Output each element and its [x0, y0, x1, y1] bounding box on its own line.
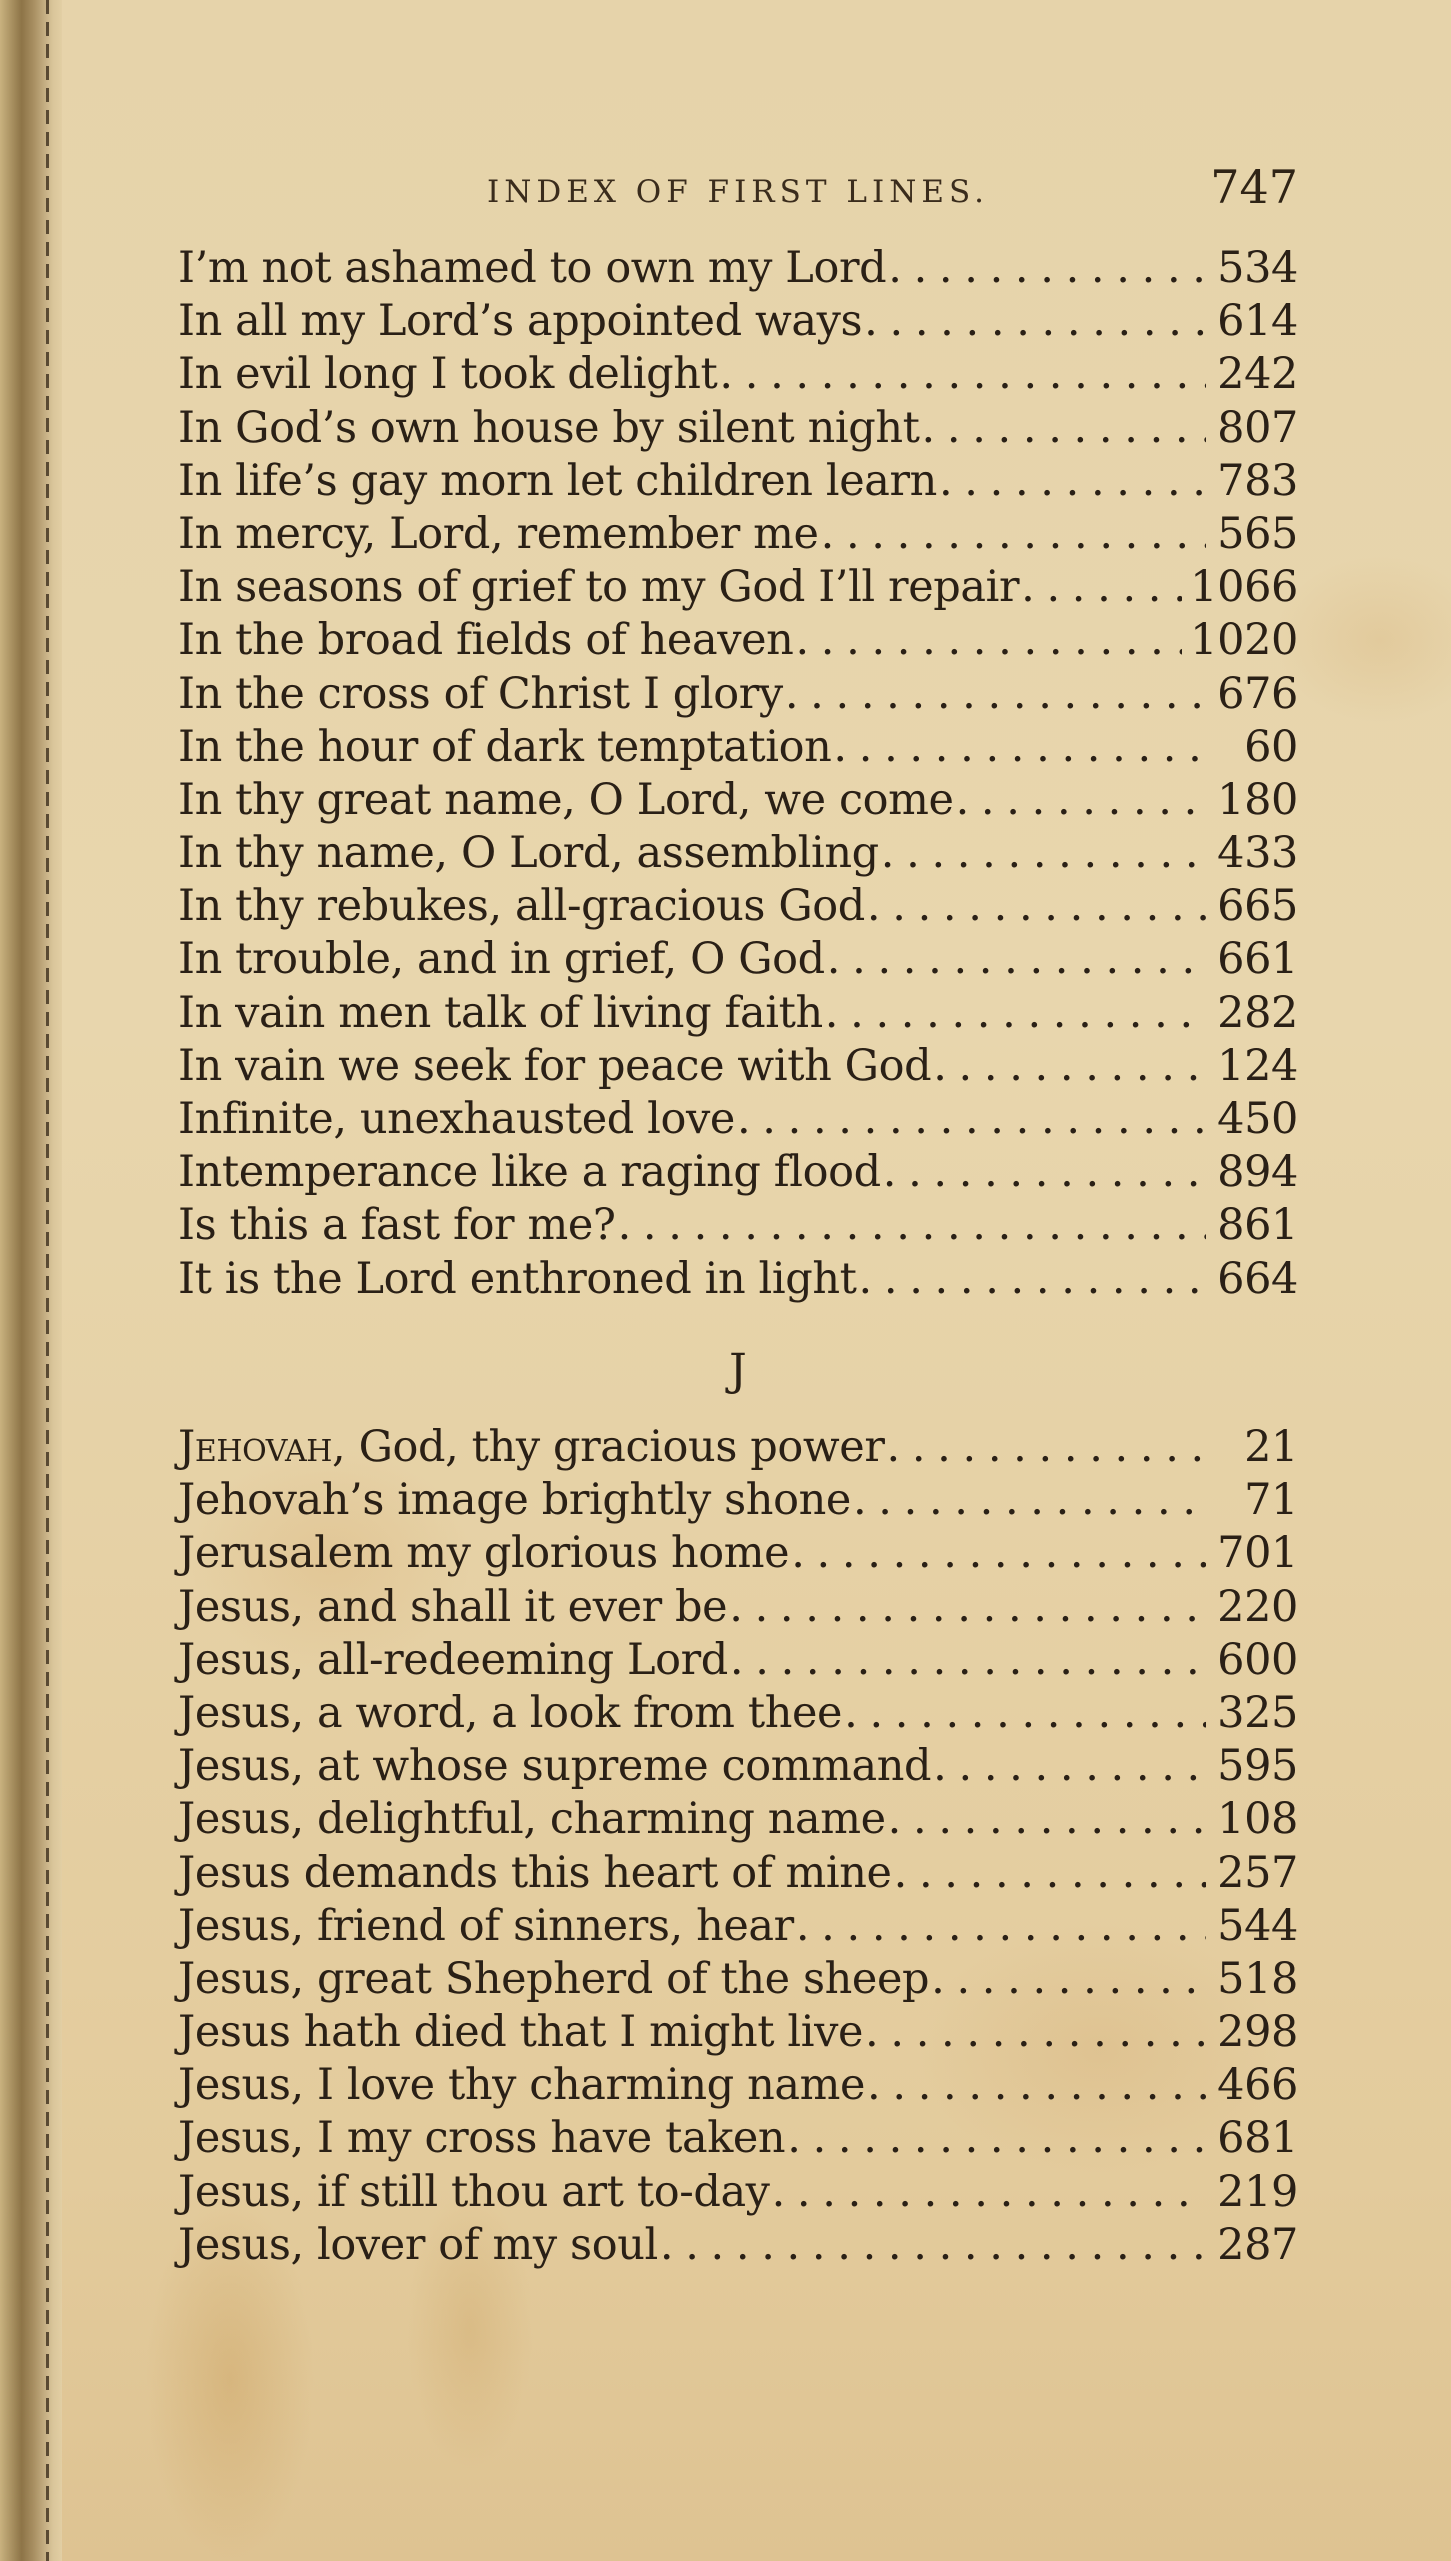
index-entry [178, 2166, 1298, 2219]
index-entry [178, 1953, 1298, 2006]
index-entry [178, 1740, 1298, 1793]
dot-leader [888, 242, 1206, 295]
dot-leader [729, 1581, 1206, 1634]
dot-leader [772, 2166, 1206, 2219]
entry-hymn-number: 534 [1217, 243, 1298, 293]
entry-first-line: In thy rebukes, all-gracious God [178, 881, 865, 932]
entry-hymn-number: 518 [1217, 1953, 1298, 2004]
entry-first-line: Jehovah’s image brightly shone [178, 1475, 851, 1526]
dot-leader [737, 1093, 1206, 1146]
entry-first-line: In vain men talk of living faith [178, 987, 823, 1038]
index-entry [178, 827, 1298, 880]
index-entry [178, 1634, 1298, 1687]
index-entry [178, 1687, 1298, 1740]
index-entry [178, 668, 1298, 721]
dot-leader [894, 1847, 1206, 1900]
dot-leader [933, 1040, 1206, 1093]
entry-small-caps-word: Jehovah [178, 1422, 333, 1472]
entry-hymn-number: 298 [1217, 2007, 1298, 2058]
index-entry [178, 880, 1298, 933]
index-entry [178, 348, 1298, 401]
entry-first-line: Is this a fast for me? [178, 1200, 616, 1251]
entry-first-line: It is the Lord enthroned in light [178, 1253, 857, 1304]
index-entry [178, 774, 1298, 827]
dot-leader [933, 1740, 1206, 1793]
entry-first-line: Jesus, all-redeeming Lord [178, 1634, 728, 1685]
entry-hymn-number: 565 [1217, 508, 1298, 559]
entry-hymn-number: 681 [1217, 2113, 1298, 2164]
index-entry [178, 1199, 1298, 1252]
entry-hymn-number: 60 [1244, 721, 1298, 772]
index-entry [178, 1093, 1298, 1146]
entry-first-line: Jesus, delightful, charming name [178, 1794, 886, 1845]
dot-leader [787, 2112, 1206, 2165]
index-entry [178, 561, 1298, 614]
entry-hymn-number: 108 [1217, 1794, 1298, 1845]
entry-hymn-number: 466 [1217, 2060, 1298, 2111]
entry-first-line: Jesus hath died that I might live [178, 2007, 864, 2058]
entry-first-line: Jerusalem my glorious home [178, 1528, 790, 1579]
entry-first-line: Jesus, lover of my soul [178, 2219, 658, 2270]
index-entry [178, 987, 1298, 1040]
entry-hymn-number: 783 [1217, 455, 1298, 506]
index-entry [178, 721, 1298, 774]
entry-hymn-number: 180 [1217, 774, 1298, 825]
entry-hymn-number: 325 [1217, 1687, 1298, 1738]
entry-first-line: I’m not ashamed to own my Lord [178, 243, 887, 293]
index-entry [178, 2219, 1298, 2272]
entry-first-line: In mercy, Lord, remember me [178, 508, 819, 559]
page-binding-edge [0, 0, 62, 2561]
dot-leader [864, 295, 1206, 348]
entry-hymn-number: 220 [1217, 1581, 1298, 1632]
index-entry [178, 1847, 1298, 1900]
dot-leader [1021, 561, 1182, 614]
entry-first-line: Jesus demands this heart of mine [178, 1847, 892, 1898]
entry-first-line: Jesus, I my cross have taken [178, 2113, 786, 2164]
index-entry [178, 1474, 1298, 1527]
dot-leader [795, 614, 1182, 667]
index-entry [178, 614, 1298, 667]
entry-first-line: In the broad fields of heaven [178, 615, 794, 666]
dot-leader [859, 1253, 1206, 1306]
index-entry [178, 1253, 1298, 1306]
dot-leader [730, 1634, 1206, 1687]
dot-leader [821, 508, 1206, 561]
dot-leader [883, 1146, 1206, 1199]
entry-hymn-number: 124 [1217, 1040, 1298, 1091]
running-header [178, 160, 1298, 220]
entry-hymn-number: 242 [1217, 349, 1298, 400]
dot-leader [844, 1687, 1206, 1740]
dot-leader [796, 1900, 1206, 1953]
index-entry [178, 1900, 1298, 1953]
page-number: 747 [1210, 160, 1298, 214]
dot-leader [785, 668, 1206, 721]
section-heading-letter: J [729, 1345, 747, 1396]
header-title: INDEX OF FIRST LINES. [487, 174, 989, 210]
entry-first-line: Intemperance like a raging flood [178, 1147, 881, 1198]
index-entry [178, 1793, 1298, 1846]
dot-leader [881, 827, 1206, 880]
dot-leader [956, 774, 1206, 827]
dot-leader [825, 987, 1206, 1040]
dot-leader [827, 933, 1206, 986]
entry-hymn-number: 614 [1217, 296, 1298, 347]
entry-first-line: Jesus, great Shepherd of the sheep [178, 1953, 930, 2004]
entry-first-line: In vain we seek for peace with God [178, 1040, 932, 1091]
entry-hymn-number: 1066 [1190, 562, 1298, 613]
entry-first-line: In trouble, and in grief, O God [178, 934, 825, 985]
entry-hymn-number: 665 [1217, 881, 1298, 932]
entry-hymn-number: 676 [1217, 668, 1298, 719]
entry-first-line [178, 1421, 885, 1474]
entry-hymn-number: 595 [1217, 1741, 1298, 1792]
index-entry [178, 242, 1298, 295]
entry-first-line: In God’s own house by silent night [178, 402, 920, 453]
entry-hymn-number: 433 [1217, 828, 1298, 879]
dot-leader [791, 1527, 1206, 1580]
entry-hymn-number: 282 [1217, 987, 1298, 1038]
entry-hymn-number: 661 [1217, 934, 1298, 985]
entry-first-line: In the cross of Christ I glory [178, 668, 783, 719]
entry-first-line: In all my Lord’s appointed ways [178, 296, 863, 347]
index-entry [178, 1040, 1298, 1093]
index-entry [178, 1146, 1298, 1199]
entry-hymn-number: 450 [1217, 1094, 1298, 1144]
dot-leader [922, 402, 1206, 455]
dot-leader [867, 2059, 1206, 2112]
index-entry [178, 2059, 1298, 2112]
entry-hymn-number: 287 [1217, 2219, 1298, 2270]
index-entry [178, 1581, 1298, 1634]
entry-first-line: In life’s gay morn let children learn [178, 455, 937, 506]
entry-hymn-number: 544 [1217, 1900, 1298, 1951]
index-list-i [178, 242, 1298, 1306]
index-entry [178, 2112, 1298, 2165]
dot-leader [618, 1199, 1206, 1252]
dot-leader [887, 1421, 1207, 1474]
index-entry [178, 2006, 1298, 2059]
dot-leader [833, 721, 1206, 774]
dot-leader [867, 880, 1206, 933]
entry-first-line: Jesus, at whose supreme command [178, 1741, 932, 1792]
index-list-j [178, 1421, 1298, 2272]
dot-leader [853, 1474, 1206, 1527]
entry-first-line: In evil long I took delight [178, 349, 718, 400]
index-entry [178, 402, 1298, 455]
entry-first-line: In seasons of grief to my God I’ll repair [178, 562, 1020, 613]
entry-first-line: In the hour of dark temptation [178, 721, 832, 772]
index-entry [178, 455, 1298, 508]
entry-hymn-number: 1020 [1190, 615, 1298, 666]
entry-hymn-number: 257 [1217, 1847, 1298, 1898]
index-entry [178, 508, 1298, 561]
entry-first-line: Infinite, unexhausted love [178, 1094, 735, 1144]
entry-hymn-number: 664 [1217, 1253, 1298, 1304]
dot-leader [719, 348, 1206, 401]
entry-hymn-number: 894 [1217, 1147, 1298, 1198]
index-entry [178, 933, 1298, 986]
entry-first-line: Jesus, a word, a look from thee [178, 1687, 843, 1738]
entry-first-line-rest: , God, thy gracious power [332, 1422, 885, 1472]
entry-first-line: Jesus, friend of sinners, hear [178, 1900, 794, 1951]
entry-first-line: Jesus, if still thou art to-day [178, 2166, 770, 2217]
entry-first-line: In thy name, O Lord, assembling [178, 828, 879, 879]
entry-hymn-number: 71 [1244, 1475, 1298, 1526]
entry-hymn-number: 21 [1244, 1422, 1298, 1472]
index-entry [178, 295, 1298, 348]
entry-hymn-number: 807 [1217, 402, 1298, 453]
entry-hymn-number: 861 [1217, 1200, 1298, 1251]
entry-hymn-number: 701 [1217, 1528, 1298, 1579]
index-entry [178, 1527, 1298, 1580]
dot-leader [888, 1793, 1206, 1846]
entry-hymn-number: 219 [1217, 2166, 1298, 2217]
entry-hymn-number: 600 [1217, 1634, 1298, 1685]
dot-leader [939, 455, 1206, 508]
entry-first-line: In thy great name, O Lord, we come [178, 774, 954, 825]
dot-leader [660, 2219, 1206, 2272]
entry-first-line: Jesus, I love thy charming name [178, 2060, 866, 2111]
dot-leader [865, 2006, 1206, 2059]
index-entry [178, 1421, 1298, 1474]
dot-leader [931, 1953, 1206, 2006]
entry-first-line: Jesus, and shall it ever be [178, 1581, 728, 1632]
binding-stitch-line [46, 0, 49, 2561]
